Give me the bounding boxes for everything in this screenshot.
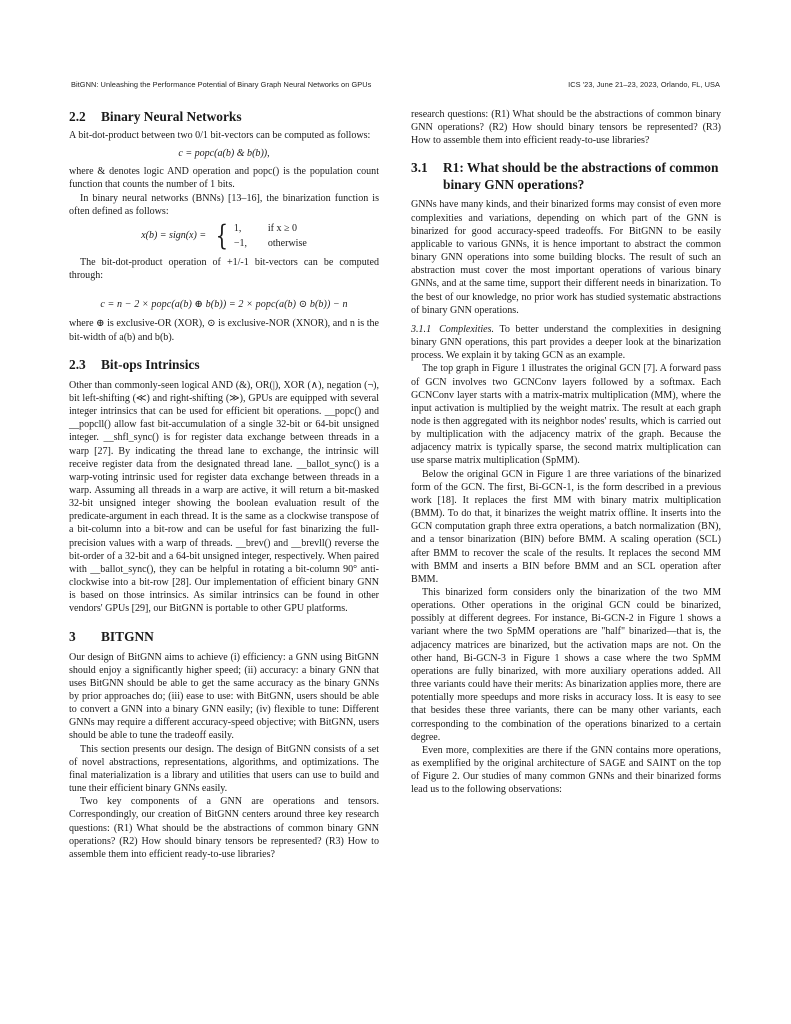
section-3-1-heading (411, 159, 721, 193)
paragraph: The top graph in Figure 1 illustrates the original GCN [7]. A forward pass of GCN involves two GCNConv layers followed by a softmax. Each GCNConv layer starts with a matrix-matrix multiplication (MM), where the input activation is multiplied by the weight matrix. The result at each graph node is then aggregated with its neighbor nodes' results, which is carried out by multiplication with the adjacency matrix of the graph. Because the adjacency matrix is typically sparse, the second matrix multiplication can use sparse matrix multiplication (SpMM). (411, 363, 721, 467)
section-number: 3 (69, 628, 76, 644)
paragraph: This section presents our design. The design of BitGNN consists of a set of novel abstractions, representations, algorithms, and optimizations. The final materialization is a library and utilities that users can use to build and tune their efficient binary GNNs easily. (69, 743, 379, 795)
section-3-heading (69, 628, 379, 645)
right-column (411, 108, 721, 797)
section-title: Binary Neural Networks (101, 109, 242, 124)
section-title: R1: What should be the abstractions of common binary GNN operations? (443, 160, 719, 193)
section-title: BITGNN (101, 628, 154, 644)
section-number: 3.1 (411, 160, 428, 176)
paragraph: Below the original GCN in Figure 1 are three variations of the binarized form of the GCN. The first, Bi-GCN-1, is the form described in a previous work [18]. It replaces the first MM with binary matrix multiplication (BMM). To do that, it binarizes the weight matrix offline. It inserts into the GCN computation graph three extra operations, a batch normalization (BN), and a tensor binarization (BIN) before BMM. A scaling operation (SCL) after BMM to recover the scale of the results. It replaces the second MM with BMM and inserts a BIN before BMM and an SCL operation after BMM. (411, 468, 721, 585)
equation-xnor-dot-product: c = n − 2 × popc(a(b) ⊕ b(b)) = 2 × popc(a(b) ⊙ b(b)) − n (100, 299, 348, 311)
paragraph: The bit-dot-product operation of +1/-1 bit-vectors can be computed through: (69, 256, 379, 282)
paragraph-text: To better understand the complexities in designing binary GNN operations, this part provides a deeper look at the binarization process. We explain it by taking GCN as an example. (411, 323, 721, 362)
running-header-title: BitGNN: Unleashing the Performance Potential of Binary Graph Neural Networks on GPUs (71, 80, 372, 89)
paragraph: Other than commonly-seen logical AND (&), OR(|), XOR (∧), negation (¬), bit left-shifting (≪) and right-shifting (≫), GPUs are equipped with several integer intrinsics that can be used for efficient bit operations. __popc() and __popcll() allow fast bit-accumulation of a single 32-bit or 64-bit unsigned integer. __shfl_sync() is for register data exchange between threads in a warp [27]. By indicating the thread lane to exchange, the intrinsic will receive register data from the designated thread lane. __ballot_sync() is a warp-voting intrinsic used for register data exchange between threads in a warp. Assuming all threads in a warp are active, it will return a bit-masked 32-bit unsigned integer showing the boolean evaluation result of the predicate-argument in each thread. It is the same as a clockwise transpose of a bit-column into a bit-row and can be useful for fast binarizing the full-precision values with a warp of threads. __brev() and __brevll() reverse the bit-order of a 32-bit and a 64-bit unsigned integer, respectively. When paired with __ballot_sync(), they can be helpful in rotating a bit-column 90° anti-clockwise into a bit-row [28]. Our implementation of efficient binary GNN is based on those intrinsics. As similar intrinsics can be found in other vendors' GPUs [29], our BitGNN is portable to other GPU platforms. (69, 379, 379, 615)
equation-sign-function (69, 218, 379, 252)
subsubsection-paragraph (411, 323, 721, 362)
section-number: 2.3 (69, 356, 86, 372)
paragraph: where & denotes logic AND operation and popc() is the population count function that counts the number of 1 bits. (69, 166, 379, 191)
section-2-3-heading (69, 356, 379, 373)
equation-cases (234, 222, 307, 250)
subsubsection-number: 3.1.1 (411, 323, 432, 335)
case-condition: if x ≥ 0 (267, 222, 298, 234)
paragraph: where ⊕ is exclusive-OR (XOR), ⊙ is exclusive-NOR (XNOR), and n is the bit-width of a(b) and b(b). (69, 318, 379, 343)
paragraph-continued: research questions: (R1) What should be the abstractions of common binary GNN operations? (R2) How should binary tensors be represented? (R3) How to assemble them into efficient ready-to-use libraries? (411, 109, 721, 147)
paragraph: Our design of BitGNN aims to achieve (i) efficiency: a GNN using BitGNN should enjoy a significantly higher speed; (ii) accuracy: a binary GNN that uses BitGNN should be able to get the same accuracy as the binary GNNs by prior approaches do; (iii) ease to use: with BitGNN, users should be able to convert a GNN into a binary GNN easily; (iv) flexible to tune: Different GNNs may require a different accuracy-speed objective; with BitGNN, users should be able to tune the tradeoff easily. (69, 651, 379, 742)
subsubsection-title: Complexities. (439, 323, 495, 335)
paragraph: This binarized form considers only the binarization of the two MM operations. Other operations in the original GCN could be binarized, possibly at different degrees. For instance, Bi-GCN-2 in Figure 1 shows a variant where the two SpMM operations are "half" binarized—that is, the adjacency matrices are binarized, but the activation maps are not. On the other hand, Bi-GCN-3 in Figure 1 shows a case where the two SpMM operations are fully binarized, with more auxiliary operations added. All three variants could have their merits: As binarization applies more, there are potentially more speedups and more risks in accuracy loss. It is easy to see that besides these three variants, there can be many other variants, each corresponding to the combination of the operations binarized to a certain degree. (411, 587, 721, 743)
case-value: 1, (233, 222, 242, 234)
equation-bit-dot-product: c = popc(a(b) & b(b)), (178, 148, 270, 160)
running-header-venue: ICS '23, June 21–23, 2023, Orlando, FL, USA (568, 80, 720, 89)
case-value: −1, (233, 237, 248, 249)
section-title: Bit-ops Intrinsics (101, 356, 200, 372)
left-brace-symbol: { (215, 218, 229, 252)
equation-lhs: x(b) = sign(x) = (141, 230, 207, 242)
paragraph: GNNs have many kinds, and their binarized forms may consist of even more complexities and variations, depending on which part of the GNN is binarized for good accuracy-speed tradeoffs. For BitGNN to be easily applicable to various GNNs, it is hence important to abstract the common binary GNN operations into some building blocks. The result of such an abstraction must cover the most important operations of various binary GNNs, and at the same time, support their different needs in binarization. To the best of our knowledge, no prior work has studied systematic abstractions of binary GNN operations. (411, 199, 721, 316)
paragraph: A bit-dot-product between two 0/1 bit-vectors can be computed as follows: (69, 130, 371, 141)
section-number: 2.2 (69, 109, 86, 124)
case-condition: otherwise (267, 237, 307, 249)
paragraph: Two key components of a GNN are operations and tensors. Correspondingly, our creation of BitGNN centers around three key research questions: (R1) What should be the abstractions of common binary GNN operations? (R2) How should binary tensors be represented? (R3) How to assemble them into efficient ready-to-use libraries? (69, 796, 379, 860)
paragraph: In binary neural networks (BNNs) [13–16], the binarization function is often defined as follows: (69, 192, 379, 217)
left-column (69, 108, 379, 860)
section-2-2-heading (69, 108, 379, 125)
paragraph: Even more, complexities are there if the GNN contains more operations, as exemplified by the original architecture of SAGE and SAINT on the top of Figure 2. Our studies of many common GNNs and their binarized forms lead us to the following observations: (411, 744, 721, 796)
